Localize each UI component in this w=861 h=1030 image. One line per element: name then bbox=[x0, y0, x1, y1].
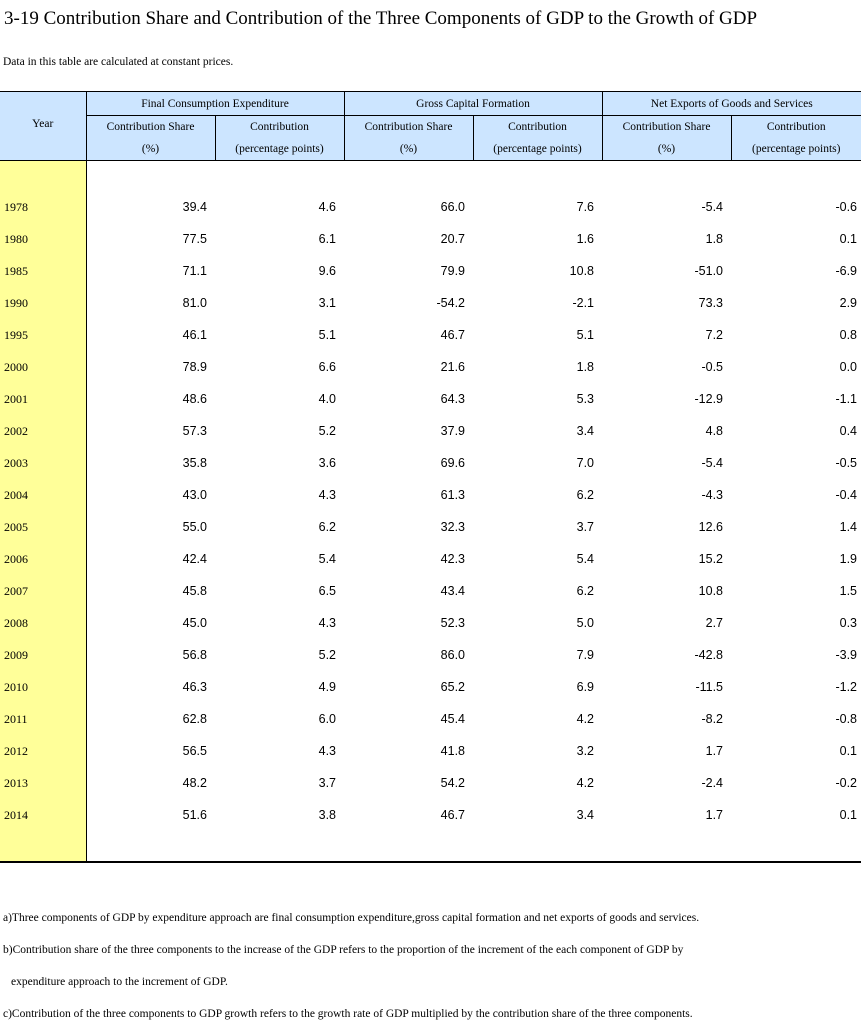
footnote-b: b)Contribution share of the three components to the increase of the GDP refers to the proportion of the increment of the each component of GDP by bbox=[3, 944, 684, 956]
value-cell: 3.4 bbox=[576, 424, 595, 438]
value-cell: 46.7 bbox=[440, 808, 466, 822]
value-cell: -0.6 bbox=[835, 200, 858, 214]
value-cell: 3.7 bbox=[318, 776, 337, 790]
table-row bbox=[0, 543, 861, 575]
value-cell: 9.6 bbox=[318, 264, 337, 278]
value-cell: 5.2 bbox=[318, 648, 337, 662]
value-cell: 56.8 bbox=[182, 648, 207, 662]
value-cell: 57.3 bbox=[182, 424, 207, 438]
value-cell: -4.3 bbox=[701, 488, 724, 502]
value-cell: 0.1 bbox=[839, 744, 858, 758]
value-cell: -11.5 bbox=[695, 680, 724, 694]
value-cell: 4.2 bbox=[576, 712, 595, 726]
year-cell: 2014 bbox=[0, 799, 86, 831]
year-cell: 1990 bbox=[0, 287, 86, 319]
value-cell: 54.2 bbox=[440, 776, 466, 790]
value-cell: -0.2 bbox=[835, 776, 858, 790]
value-cell: 2.9 bbox=[839, 296, 858, 310]
value-cell: 0.1 bbox=[839, 232, 858, 246]
value-cell: -2.1 bbox=[572, 296, 595, 310]
value-cell: 45.8 bbox=[182, 584, 207, 598]
spacer-row bbox=[0, 831, 861, 862]
value-cell: -5.4 bbox=[701, 456, 724, 470]
footnotes bbox=[3, 902, 699, 1030]
year-cell: 1995 bbox=[0, 319, 86, 351]
table-row bbox=[0, 703, 861, 735]
year-cell: 2013 bbox=[0, 767, 86, 799]
value-cell: -1.1 bbox=[835, 392, 858, 406]
year-cell: 2011 bbox=[0, 703, 86, 735]
page-title: 3-19 Contribution Share and Contribution of the Three Components of GDP to the Growth of GDP bbox=[4, 8, 758, 29]
value-cell: 6.2 bbox=[576, 584, 595, 598]
table-row bbox=[0, 319, 861, 351]
value-cell: 4.3 bbox=[318, 744, 337, 758]
value-cell: 6.6 bbox=[318, 360, 337, 374]
value-cell: 6.9 bbox=[576, 680, 595, 694]
value-cell: 79.9 bbox=[440, 264, 466, 278]
footnote-a: a)Three components of GDP by expenditure approach are final consumption expenditure,gross capital formation and net exports of goods and services. bbox=[3, 912, 700, 924]
value-cell: 71.1 bbox=[182, 264, 207, 278]
year-cell: 2000 bbox=[0, 351, 86, 383]
value-cell: 3.6 bbox=[318, 456, 337, 470]
year-cell: 2003 bbox=[0, 447, 86, 479]
col-header-share-label: Contribution Share bbox=[344, 116, 473, 139]
value-cell: 1.8 bbox=[576, 360, 595, 374]
value-cell: 86.0 bbox=[440, 648, 466, 662]
col-header-contrib-label: Contribution bbox=[473, 116, 602, 139]
value-cell: 41.8 bbox=[440, 744, 466, 758]
value-cell: 7.2 bbox=[705, 328, 724, 342]
table-body bbox=[0, 161, 861, 863]
value-cell: 4.2 bbox=[576, 776, 595, 790]
value-cell: 10.8 bbox=[698, 584, 724, 598]
year-cell: 2010 bbox=[0, 671, 86, 703]
year-cell: 2006 bbox=[0, 543, 86, 575]
value-cell: 51.6 bbox=[182, 808, 207, 822]
table-row bbox=[0, 255, 861, 287]
value-cell: 7.0 bbox=[576, 456, 595, 470]
value-cell: 78.9 bbox=[182, 360, 207, 374]
col-header-contrib-unit: (percentage points) bbox=[473, 138, 602, 161]
table-row bbox=[0, 607, 861, 639]
value-cell: 37.9 bbox=[440, 424, 466, 438]
value-cell: 48.2 bbox=[182, 776, 207, 790]
value-cell: 3.4 bbox=[576, 808, 595, 822]
table-row bbox=[0, 415, 861, 447]
col-header-share-unit: (%) bbox=[602, 138, 731, 161]
value-cell: 0.3 bbox=[839, 616, 858, 630]
value-cell: -0.5 bbox=[835, 456, 858, 470]
group-header-gross-capital: Gross Capital Formation bbox=[344, 92, 602, 116]
value-cell: 1.6 bbox=[576, 232, 595, 246]
value-cell: 2.7 bbox=[705, 616, 724, 630]
value-cell: -5.4 bbox=[701, 200, 724, 214]
value-cell: -2.4 bbox=[701, 776, 724, 790]
value-cell: 4.3 bbox=[318, 488, 337, 502]
value-cell: 42.3 bbox=[440, 552, 466, 566]
value-cell: -0.5 bbox=[701, 360, 724, 374]
value-cell: 46.1 bbox=[182, 328, 207, 342]
value-cell: 56.5 bbox=[182, 744, 207, 758]
value-cell: 10.8 bbox=[569, 264, 595, 278]
year-cell: 2008 bbox=[0, 607, 86, 639]
value-cell: 0.4 bbox=[839, 424, 858, 438]
year-cell: 1980 bbox=[0, 223, 86, 255]
value-cell: -42.8 bbox=[694, 648, 724, 662]
col-header-contrib-unit: (percentage points) bbox=[731, 138, 861, 161]
value-cell: -12.9 bbox=[694, 392, 724, 406]
value-cell: 64.3 bbox=[440, 392, 466, 406]
value-cell: 3.2 bbox=[576, 744, 595, 758]
spacer-row bbox=[0, 161, 861, 192]
value-cell: 1.9 bbox=[839, 552, 858, 566]
value-cell: 43.0 bbox=[182, 488, 207, 502]
col-header-share-label: Contribution Share bbox=[602, 116, 731, 139]
table-row bbox=[0, 447, 861, 479]
value-cell: 73.3 bbox=[698, 296, 724, 310]
value-cell: 0.1 bbox=[839, 808, 858, 822]
value-cell: 1.4 bbox=[839, 520, 858, 534]
value-cell: 61.3 bbox=[440, 488, 466, 502]
value-cell: 4.0 bbox=[318, 392, 337, 406]
table-row bbox=[0, 735, 861, 767]
value-cell: 52.3 bbox=[440, 616, 466, 630]
value-cell: 46.7 bbox=[440, 328, 466, 342]
value-cell: 3.7 bbox=[576, 520, 595, 534]
value-cell: 12.6 bbox=[698, 520, 724, 534]
col-header-contrib-unit: (percentage points) bbox=[215, 138, 344, 161]
value-cell: 4.8 bbox=[705, 424, 724, 438]
value-cell: 5.4 bbox=[318, 552, 337, 566]
value-cell: 1.7 bbox=[705, 744, 724, 758]
col-header-share-unit: (%) bbox=[86, 138, 215, 161]
col-header-share-label: Contribution Share bbox=[86, 116, 215, 139]
value-cell: 6.2 bbox=[318, 520, 337, 534]
value-cell: -1.2 bbox=[835, 680, 858, 694]
value-cell: 32.3 bbox=[440, 520, 466, 534]
value-cell: 4.3 bbox=[318, 616, 337, 630]
table-row bbox=[0, 767, 861, 799]
value-cell: 45.4 bbox=[440, 712, 466, 726]
value-cell: -51.0 bbox=[694, 264, 724, 278]
year-cell: 2001 bbox=[0, 383, 86, 415]
value-cell: 4.9 bbox=[318, 680, 337, 694]
value-cell: -0.8 bbox=[835, 712, 858, 726]
value-cell: 7.9 bbox=[576, 648, 595, 662]
value-cell: 5.2 bbox=[318, 424, 337, 438]
value-cell: -8.2 bbox=[701, 712, 724, 726]
value-cell: 69.6 bbox=[440, 456, 466, 470]
table-row bbox=[0, 351, 861, 383]
footnote-c: c)Contribution of the three components to GDP growth refers to the growth rate of GDP multiplied by the contribution share of the three components. bbox=[3, 1008, 693, 1020]
footnote-b-continued: expenditure approach to the increment of GDP. bbox=[11, 976, 228, 988]
value-cell: 5.1 bbox=[318, 328, 337, 342]
value-cell: 39.4 bbox=[182, 200, 207, 214]
value-cell: 66.0 bbox=[440, 200, 466, 214]
value-cell: 3.8 bbox=[318, 808, 337, 822]
group-header-final-consumption: Final Consumption Expenditure bbox=[86, 92, 344, 116]
value-cell: 20.7 bbox=[440, 232, 466, 246]
table-row bbox=[0, 511, 861, 543]
table-row bbox=[0, 575, 861, 607]
table-row bbox=[0, 671, 861, 703]
table-row bbox=[0, 479, 861, 511]
value-cell: 65.2 bbox=[440, 680, 466, 694]
value-cell: 1.8 bbox=[705, 232, 724, 246]
value-cell: 5.3 bbox=[576, 392, 595, 406]
table-row bbox=[0, 799, 861, 831]
col-header-share-unit: (%) bbox=[344, 138, 473, 161]
value-cell: 48.6 bbox=[182, 392, 207, 406]
value-cell: 43.4 bbox=[440, 584, 466, 598]
col-header-contrib-label: Contribution bbox=[215, 116, 344, 139]
table-row bbox=[0, 287, 861, 319]
value-cell: -0.4 bbox=[835, 488, 858, 502]
year-cell: 2012 bbox=[0, 735, 86, 767]
table-row bbox=[0, 383, 861, 415]
table-row bbox=[0, 639, 861, 671]
year-cell: 2002 bbox=[0, 415, 86, 447]
value-cell: 6.1 bbox=[318, 232, 337, 246]
value-cell: 45.0 bbox=[182, 616, 207, 630]
value-cell: 0.8 bbox=[839, 328, 858, 342]
value-cell: 1.5 bbox=[839, 584, 858, 598]
value-cell: 5.0 bbox=[576, 616, 595, 630]
value-cell: 35.8 bbox=[182, 456, 207, 470]
table-row bbox=[0, 191, 861, 223]
value-cell: -6.9 bbox=[835, 264, 858, 278]
year-cell: 2004 bbox=[0, 479, 86, 511]
value-cell: 6.2 bbox=[576, 488, 595, 502]
col-header-contrib-label: Contribution bbox=[731, 116, 861, 139]
value-cell: 21.6 bbox=[440, 360, 466, 374]
value-cell: -54.2 bbox=[436, 296, 466, 310]
group-header-net-exports: Net Exports of Goods and Services bbox=[602, 92, 861, 116]
table-row bbox=[0, 223, 861, 255]
value-cell: 3.1 bbox=[318, 296, 337, 310]
value-cell: 15.2 bbox=[698, 552, 724, 566]
value-cell: 42.4 bbox=[182, 552, 207, 566]
year-cell: 2007 bbox=[0, 575, 86, 607]
value-cell: 77.5 bbox=[182, 232, 207, 246]
value-cell: 7.6 bbox=[576, 200, 595, 214]
year-cell: 1985 bbox=[0, 255, 86, 287]
value-cell: 5.4 bbox=[576, 552, 595, 566]
gdp-contribution-table bbox=[0, 91, 861, 863]
value-cell: 0.0 bbox=[839, 360, 858, 374]
value-cell: 5.1 bbox=[576, 328, 595, 342]
value-cell: 46.3 bbox=[182, 680, 207, 694]
year-cell: 2009 bbox=[0, 639, 86, 671]
value-cell: 4.6 bbox=[318, 200, 337, 214]
table-note: Data in this table are calculated at constant prices. bbox=[3, 56, 234, 68]
year-cell: 1978 bbox=[0, 191, 86, 223]
value-cell: 62.8 bbox=[182, 712, 207, 726]
value-cell: 55.0 bbox=[182, 520, 207, 534]
value-cell: 6.0 bbox=[318, 712, 337, 726]
value-cell: 1.7 bbox=[705, 808, 724, 822]
year-header: Year bbox=[0, 92, 86, 161]
value-cell: -3.9 bbox=[835, 648, 858, 662]
value-cell: 81.0 bbox=[182, 296, 207, 310]
year-cell: 2005 bbox=[0, 511, 86, 543]
value-cell: 6.5 bbox=[318, 584, 337, 598]
